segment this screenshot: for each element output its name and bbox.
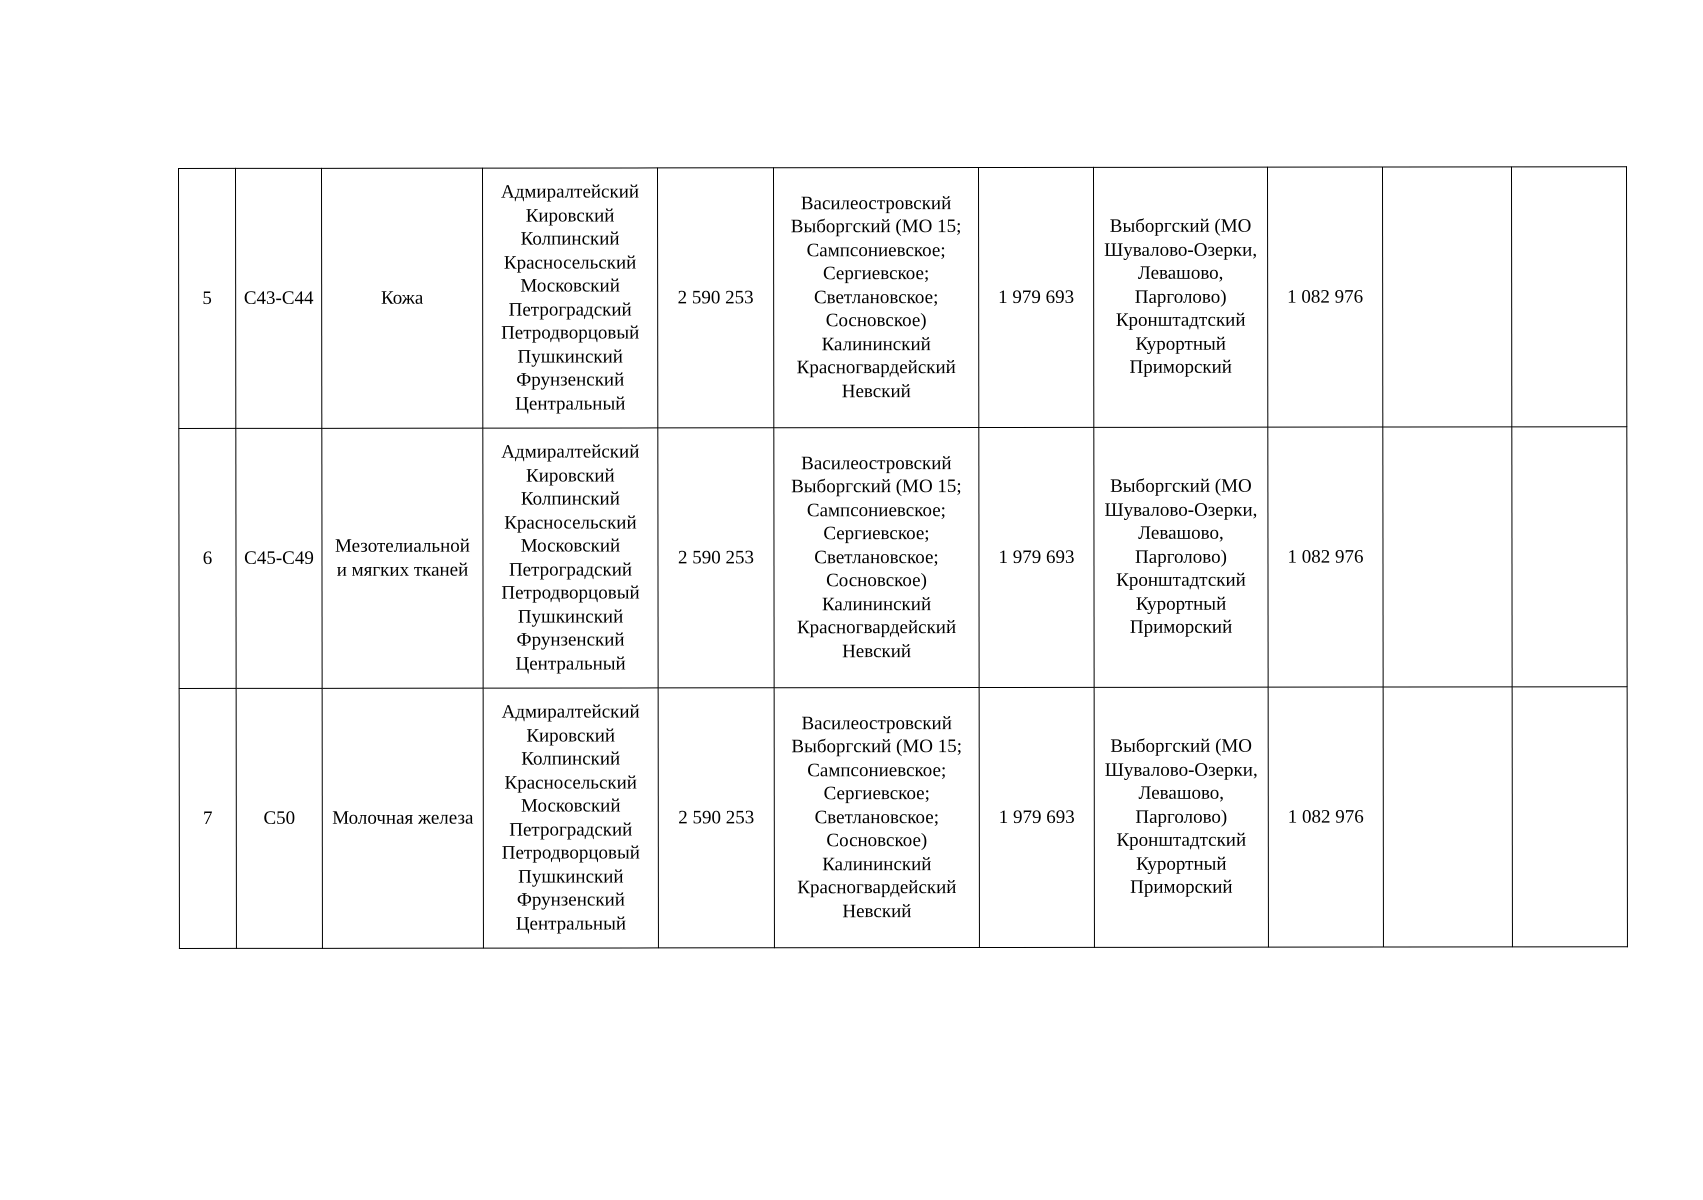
districts-group-c-cell-line: Курортный	[1136, 853, 1227, 875]
districts-group-b-cell-line: Сампсониевское;	[806, 239, 946, 261]
districts-group-b-cell-line: Василеостровский	[800, 192, 952, 214]
districts-group-a-cell	[483, 688, 658, 948]
value-group-a-cell-text: 2 590 253	[678, 807, 755, 829]
empty-cell-2	[1511, 167, 1626, 427]
districts-group-b-cell-line: Невский	[841, 380, 911, 402]
value-group-c-cell	[1268, 427, 1383, 687]
districts-group-c-cell	[1094, 427, 1268, 687]
districts-group-a-cell-line: Центральный	[515, 392, 626, 415]
localization-cell	[322, 168, 483, 428]
districts-group-a-cell-line: Адмиралтейский	[501, 441, 640, 463]
districts-group-c-cell-line: Выборгский (МО	[1110, 735, 1253, 758]
value-group-b-cell	[979, 427, 1094, 687]
empty-cell-2	[1512, 687, 1627, 947]
districts-group-a-cell-line: Московский	[521, 795, 621, 817]
districts-group-b-cell-line: Калининский	[821, 333, 931, 355]
row-number-cell-text: 7	[203, 807, 213, 829]
value-group-a-cell	[658, 168, 774, 428]
districts-group-b-cell-line: Василеостровский	[801, 452, 952, 474]
localization-cell-line: Кожа	[380, 287, 424, 309]
district-table	[178, 166, 1628, 949]
districts-group-a-cell-line: Колпинский	[520, 488, 620, 510]
value-group-c-cell-text: 1 082 976	[1287, 286, 1364, 308]
districts-group-b-cell-line: Невский	[842, 900, 912, 922]
districts-group-b-cell	[774, 428, 979, 688]
districts-group-b-cell-line: Василеостровский	[801, 712, 952, 734]
districts-group-a-cell	[483, 168, 658, 428]
value-group-a-cell	[658, 688, 774, 948]
districts-group-a-cell-line: Красносельский	[504, 511, 637, 534]
table-row	[179, 427, 1627, 689]
districts-group-b-cell-line: Светлановское;	[814, 546, 939, 568]
districts-group-c-cell-line: Шувалово-Озерки,	[1104, 239, 1258, 261]
districts-group-b-cell-line: Красногвардейский	[796, 617, 957, 639]
empty-cell-1	[1383, 427, 1512, 687]
districts-group-b-cell	[774, 168, 979, 428]
districts-group-c-cell-line: Левашово,	[1138, 522, 1224, 545]
value-group-a-cell	[658, 428, 774, 688]
districts-group-b-cell-line: Светлановское;	[814, 806, 939, 828]
districts-group-b-cell-line: Калининский	[821, 593, 932, 615]
districts-group-a-cell-line: Петродворцовый	[501, 582, 640, 604]
districts-group-a-cell-line: Петродворцовый	[501, 842, 640, 864]
districts-group-a-cell-line: Кировский	[525, 204, 615, 227]
districts-group-b-cell-line: Выборгский (МО 15;	[790, 216, 962, 238]
localization-cell	[322, 428, 483, 688]
districts-group-c-cell-line: Приморский	[1129, 356, 1232, 379]
districts-group-c-cell-line: Шувалово-Озерки,	[1104, 499, 1258, 521]
districts-group-a-cell-line: Петроградский	[508, 558, 633, 581]
value-group-c-cell	[1267, 167, 1382, 427]
districts-group-b-cell-line: Сергиевское;	[822, 263, 930, 285]
districts-group-a-cell	[483, 428, 658, 688]
row-number-cell-text: 5	[202, 287, 212, 309]
districts-group-a-cell-line: Пушкинский	[518, 865, 624, 888]
districts-group-b-cell-line: Сергиевское;	[823, 523, 930, 545]
icd-code-cell-text: С45-С49	[244, 547, 314, 569]
districts-group-a-cell-line: Пушкинский	[517, 345, 623, 368]
table-body	[179, 167, 1628, 949]
districts-group-c-cell-line: Левашово,	[1137, 262, 1224, 285]
localization-cell	[322, 688, 483, 948]
districts-group-c-cell-line: Кронштадтский	[1115, 309, 1246, 332]
table-row	[179, 167, 1627, 429]
districts-group-c-cell	[1094, 687, 1268, 947]
districts-group-a-cell-line: Пушкинский	[517, 605, 624, 628]
districts-group-b-cell-line: Выборгский (МО 15;	[791, 736, 963, 758]
districts-group-c-cell-line: Кронштадтский	[1116, 829, 1247, 852]
localization-cell-line: Молочная железа	[332, 807, 474, 829]
localization-cell-line: и мягких тканей	[336, 559, 469, 581]
districts-group-a-cell-line: Колпинский	[521, 748, 621, 770]
value-group-b-cell-text: 1 979 693	[998, 806, 1075, 828]
districts-group-c-cell-line: Курортный	[1135, 593, 1227, 615]
districts-group-a-cell-line: Московский	[520, 535, 621, 557]
districts-group-a-cell-line: Фрунзенский	[516, 369, 625, 391]
row-number-cell	[179, 168, 236, 428]
table-row	[179, 687, 1627, 949]
districts-group-a-cell-line: Московский	[520, 275, 620, 297]
icd-code-cell	[236, 428, 322, 688]
districts-group-c-cell-line: Левашово,	[1138, 782, 1225, 805]
empty-cell-1	[1382, 167, 1511, 427]
districts-group-b-cell-line: Сосновское)	[826, 830, 928, 852]
value-group-c-cell-text: 1 082 976	[1287, 806, 1364, 828]
districts-group-b-cell-line: Светлановское;	[813, 286, 939, 308]
districts-group-a-cell-line: Адмиралтейский	[501, 701, 640, 723]
icd-code-cell	[236, 688, 322, 948]
districts-group-b-cell-line: Невский	[842, 640, 912, 662]
value-group-b-cell-text: 1 979 693	[998, 286, 1075, 308]
districts-group-c-cell	[1093, 167, 1267, 427]
row-number-cell	[179, 428, 236, 688]
value-group-c-cell-text: 1 082 976	[1287, 546, 1364, 568]
icd-code-cell-text: С50	[263, 807, 296, 829]
districts-group-c-cell-line: Парголово)	[1134, 286, 1227, 308]
empty-cell-1	[1383, 687, 1512, 947]
districts-group-a-cell-line: Фрунзенский	[516, 889, 625, 911]
districts-group-a-cell-line: Кировский	[526, 464, 615, 487]
districts-group-a-cell-line: Адмиралтейский	[500, 181, 640, 203]
districts-group-c-cell-line: Приморский	[1129, 616, 1233, 639]
districts-group-a-cell-line: Колпинский	[520, 228, 620, 250]
districts-group-a-cell-line: Центральный	[515, 912, 627, 935]
districts-group-c-cell-line: Курортный	[1135, 333, 1226, 355]
districts-group-b-cell-line: Калининский	[822, 853, 932, 875]
districts-group-b-cell-line: Сосновское)	[826, 570, 927, 592]
districts-group-c-cell-line: Парголово)	[1135, 546, 1227, 568]
districts-group-c-cell-line: Кронштадтский	[1116, 569, 1246, 592]
value-group-b-cell-text: 1 979 693	[998, 546, 1075, 568]
districts-group-c-cell-line: Приморский	[1130, 876, 1233, 899]
districts-group-b-cell-line: Сампсониевское;	[807, 759, 947, 781]
row-number-cell-text: 6	[202, 547, 213, 569]
districts-group-a-cell-line: Красносельский	[503, 251, 637, 274]
empty-cell-2	[1512, 427, 1627, 687]
districts-group-b-cell-line: Красногвардейский	[797, 877, 957, 899]
districts-group-a-cell-line: Красносельский	[504, 771, 637, 794]
districts-group-a-cell-line: Фрунзенский	[516, 629, 625, 651]
icd-code-cell	[236, 168, 322, 428]
value-group-a-cell-text: 2 590 253	[677, 547, 754, 569]
districts-group-a-cell-line: Кировский	[526, 724, 616, 747]
districts-group-a-cell-line: Петродворцовый	[501, 322, 640, 344]
row-number-cell	[179, 688, 236, 948]
value-group-b-cell	[979, 167, 1094, 427]
districts-group-a-cell-line: Петроградский	[508, 298, 632, 321]
districts-group-b-cell-line: Сампсониевское;	[806, 499, 946, 521]
districts-group-c-cell-line: Парголово)	[1135, 806, 1228, 828]
districts-group-c-cell-line: Выборгский (МО	[1110, 475, 1252, 498]
districts-group-c-cell-line: Выборгский (МО	[1109, 215, 1252, 238]
districts-group-b-cell-line: Выборгский (МО 15;	[791, 476, 962, 498]
value-group-c-cell	[1268, 687, 1383, 947]
districts-group-a-cell-line: Петроградский	[509, 818, 633, 841]
districts-group-b-cell-line: Красногвардейский	[796, 357, 956, 379]
icd-code-cell-text: С43-С44	[243, 287, 314, 309]
districts-group-b-cell-line: Сергиевское;	[823, 783, 930, 805]
districts-group-a-cell-line: Центральный	[515, 652, 626, 675]
districts-group-b-cell-line: Сосновское)	[825, 310, 927, 332]
districts-group-b-cell	[774, 688, 979, 948]
localization-cell-line: Мезотелиальной	[334, 535, 470, 557]
value-group-a-cell-text: 2 590 253	[677, 287, 754, 309]
value-group-b-cell	[979, 687, 1094, 947]
districts-group-c-cell-line: Шувалово-Озерки,	[1104, 759, 1258, 781]
